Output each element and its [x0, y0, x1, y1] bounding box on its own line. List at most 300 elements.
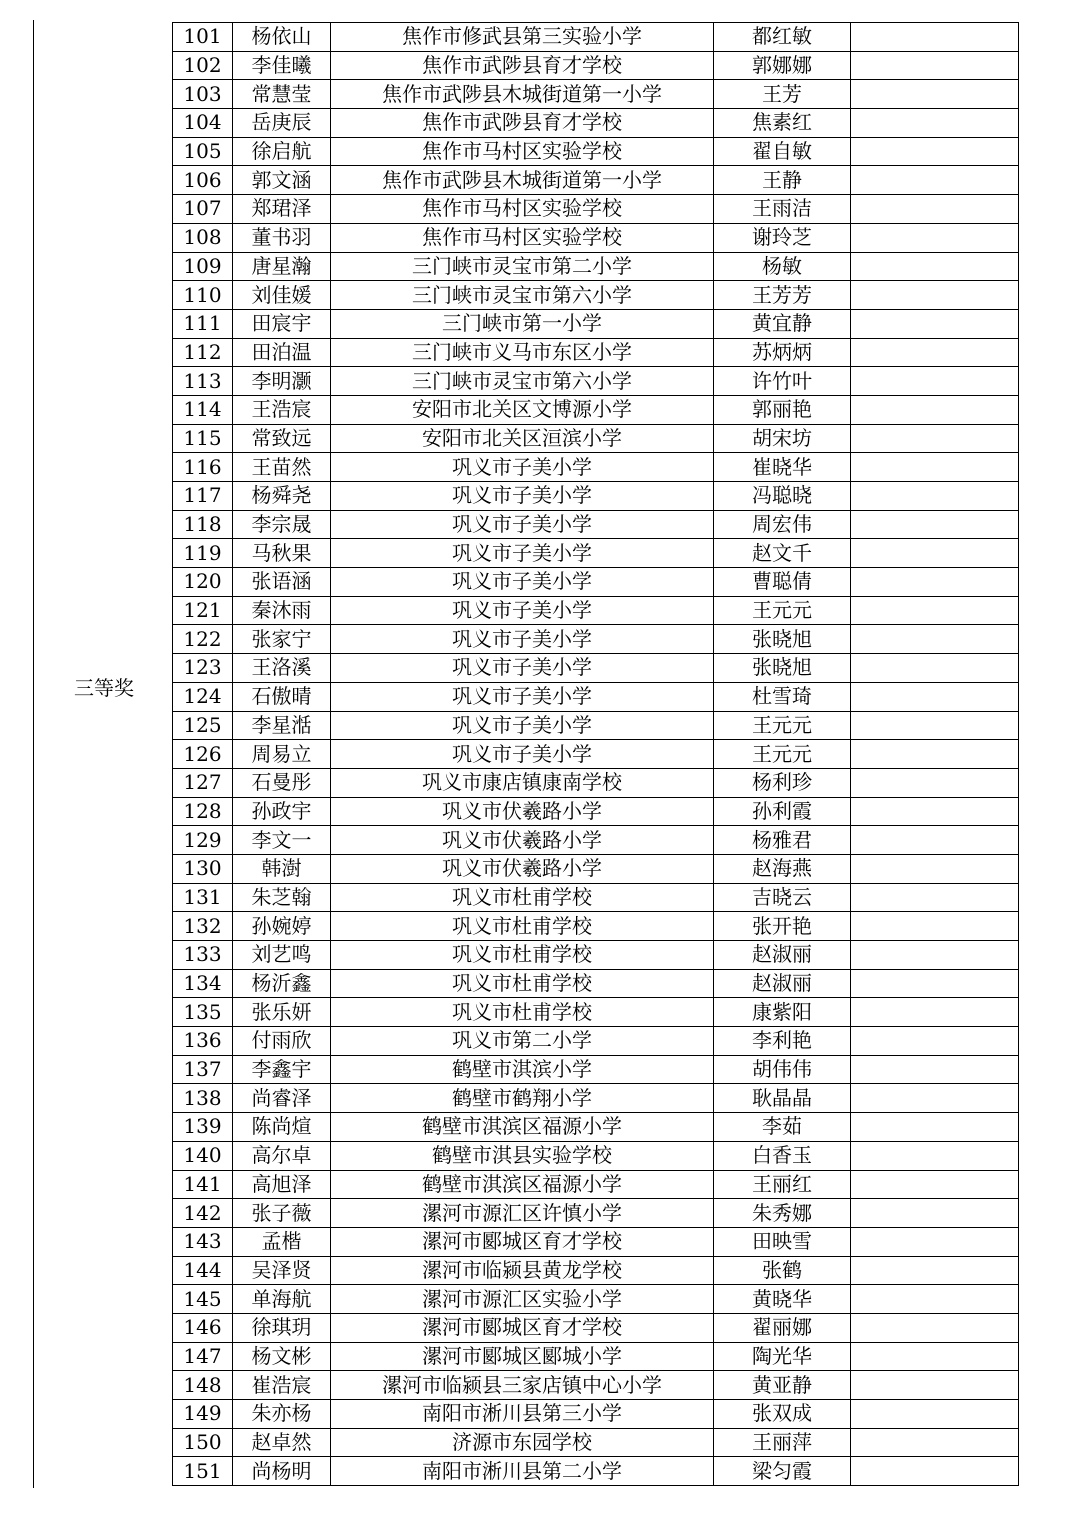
remark-cell [851, 740, 1019, 769]
row-number-cell: 149 [173, 1400, 233, 1429]
table-row [173, 596, 1019, 625]
table-row [173, 740, 1019, 769]
teacher-name-cell: 梁匀霞 [714, 1457, 851, 1486]
student-name-cell: 马秋果 [233, 539, 331, 568]
student-name-cell: 常致远 [233, 424, 331, 453]
remark-cell [851, 1227, 1019, 1256]
table-row [173, 1113, 1019, 1142]
school-cell: 巩义市杜甫学校 [331, 941, 714, 970]
row-number-cell: 125 [173, 711, 233, 740]
table-row [173, 654, 1019, 683]
row-number-cell: 102 [173, 51, 233, 80]
remark-cell [851, 510, 1019, 539]
student-name-cell: 田泊温 [233, 338, 331, 367]
school-cell: 焦作市武陟县育才学校 [331, 109, 714, 138]
row-number-cell: 101 [173, 23, 233, 52]
remark-cell [851, 367, 1019, 396]
table-row [173, 137, 1019, 166]
student-name-cell: 常慧莹 [233, 80, 331, 109]
school-cell: 鹤壁市淇滨区福源小学 [331, 1113, 714, 1142]
school-cell: 漯河市郾城区育才学校 [331, 1227, 714, 1256]
row-number-cell: 103 [173, 80, 233, 109]
student-name-cell: 王洛溪 [233, 654, 331, 683]
school-cell: 漯河市临颍县黄龙学校 [331, 1256, 714, 1285]
remark-cell [851, 711, 1019, 740]
student-name-cell: 石曼彤 [233, 768, 331, 797]
table-row [173, 1141, 1019, 1170]
school-cell: 漯河市临颍县三家店镇中心小学 [331, 1371, 714, 1400]
school-cell: 巩义市康店镇康南学校 [331, 768, 714, 797]
remark-cell [851, 281, 1019, 310]
table-row [173, 482, 1019, 511]
remark-cell [851, 1141, 1019, 1170]
row-number-cell: 148 [173, 1371, 233, 1400]
remark-cell [851, 1170, 1019, 1199]
row-number-cell: 127 [173, 768, 233, 797]
school-cell: 南阳市淅川县第三小学 [331, 1400, 714, 1429]
table-row [173, 539, 1019, 568]
school-cell: 巩义市子美小学 [331, 510, 714, 539]
teacher-name-cell: 杜雪琦 [714, 682, 851, 711]
student-name-cell: 郭文涵 [233, 166, 331, 195]
teacher-name-cell: 杨利珍 [714, 768, 851, 797]
teacher-name-cell: 王丽萍 [714, 1428, 851, 1457]
school-cell: 巩义市子美小学 [331, 711, 714, 740]
table-row [173, 424, 1019, 453]
student-name-cell: 付雨欣 [233, 1027, 331, 1056]
teacher-name-cell: 黄宜静 [714, 309, 851, 338]
remark-cell [851, 596, 1019, 625]
remark-cell [851, 539, 1019, 568]
table-row [173, 969, 1019, 998]
row-number-cell: 142 [173, 1199, 233, 1228]
school-cell: 济源市东园学校 [331, 1428, 714, 1457]
teacher-name-cell: 谢玲芝 [714, 223, 851, 252]
table-row [173, 1199, 1019, 1228]
row-number-cell: 150 [173, 1428, 233, 1457]
row-number-cell: 144 [173, 1256, 233, 1285]
row-number-cell: 143 [173, 1227, 233, 1256]
school-cell: 巩义市子美小学 [331, 568, 714, 597]
row-number-cell: 109 [173, 252, 233, 281]
table-row [173, 1400, 1019, 1429]
student-name-cell: 李明灏 [233, 367, 331, 396]
table-row [173, 1457, 1019, 1486]
teacher-name-cell: 郭丽艳 [714, 395, 851, 424]
student-name-cell: 陈尚煊 [233, 1113, 331, 1142]
student-name-cell: 董书羽 [233, 223, 331, 252]
student-name-cell: 张乐妍 [233, 998, 331, 1027]
school-cell: 漯河市源汇区许慎小学 [331, 1199, 714, 1228]
remark-cell [851, 1313, 1019, 1342]
school-cell: 巩义市杜甫学校 [331, 883, 714, 912]
remark-cell [851, 137, 1019, 166]
table-row [173, 768, 1019, 797]
school-cell: 巩义市子美小学 [331, 740, 714, 769]
teacher-name-cell: 张晓旭 [714, 625, 851, 654]
remark-cell [851, 109, 1019, 138]
table-row [173, 682, 1019, 711]
row-number-cell: 112 [173, 338, 233, 367]
remark-cell [851, 1457, 1019, 1486]
remark-cell [851, 625, 1019, 654]
table-row [173, 998, 1019, 1027]
row-number-cell: 123 [173, 654, 233, 683]
teacher-name-cell: 赵海燕 [714, 854, 851, 883]
teacher-name-cell: 崔晓华 [714, 453, 851, 482]
teacher-name-cell: 陶光华 [714, 1342, 851, 1371]
remark-cell [851, 166, 1019, 195]
teacher-name-cell: 王元元 [714, 740, 851, 769]
teacher-name-cell: 胡伟伟 [714, 1055, 851, 1084]
student-name-cell: 徐启航 [233, 137, 331, 166]
row-number-cell: 131 [173, 883, 233, 912]
teacher-name-cell: 朱秀娜 [714, 1199, 851, 1228]
row-number-cell: 140 [173, 1141, 233, 1170]
teacher-name-cell: 翟自敏 [714, 137, 851, 166]
row-number-cell: 115 [173, 424, 233, 453]
table-row [173, 166, 1019, 195]
student-name-cell: 李星湉 [233, 711, 331, 740]
table-row [173, 1256, 1019, 1285]
school-cell: 鹤壁市鹤翔小学 [331, 1084, 714, 1113]
row-number-cell: 110 [173, 281, 233, 310]
table-row [173, 338, 1019, 367]
row-number-cell: 138 [173, 1084, 233, 1113]
row-number-cell: 129 [173, 826, 233, 855]
row-number-cell: 135 [173, 998, 233, 1027]
school-cell: 巩义市杜甫学校 [331, 969, 714, 998]
teacher-name-cell: 杨敏 [714, 252, 851, 281]
remark-cell [851, 912, 1019, 941]
row-number-cell: 117 [173, 482, 233, 511]
school-cell: 安阳市北关区文博源小学 [331, 395, 714, 424]
teacher-name-cell: 李茹 [714, 1113, 851, 1142]
remark-cell [851, 1256, 1019, 1285]
student-name-cell: 秦沐雨 [233, 596, 331, 625]
row-number-cell: 105 [173, 137, 233, 166]
table-row [173, 568, 1019, 597]
student-name-cell: 朱芝翰 [233, 883, 331, 912]
teacher-name-cell: 赵淑丽 [714, 941, 851, 970]
school-cell: 三门峡市灵宝市第二小学 [331, 252, 714, 281]
remark-cell [851, 338, 1019, 367]
teacher-name-cell: 赵文千 [714, 539, 851, 568]
remark-cell [851, 453, 1019, 482]
award-level-column [33, 20, 174, 1488]
table-row [173, 1371, 1019, 1400]
row-number-cell: 122 [173, 625, 233, 654]
school-cell: 三门峡市第一小学 [331, 309, 714, 338]
teacher-name-cell: 都红敏 [714, 23, 851, 52]
remark-cell [851, 969, 1019, 998]
student-name-cell: 吴泽贤 [233, 1256, 331, 1285]
remark-cell [851, 941, 1019, 970]
remark-cell [851, 309, 1019, 338]
school-cell: 巩义市伏羲路小学 [331, 854, 714, 883]
student-name-cell: 杨沂鑫 [233, 969, 331, 998]
row-number-cell: 120 [173, 568, 233, 597]
remark-cell [851, 768, 1019, 797]
student-name-cell: 高旭泽 [233, 1170, 331, 1199]
table-row [173, 252, 1019, 281]
student-name-cell: 尚睿泽 [233, 1084, 331, 1113]
table-row [173, 1285, 1019, 1314]
table-row [173, 195, 1019, 224]
remark-cell [851, 854, 1019, 883]
student-name-cell: 田宸宇 [233, 309, 331, 338]
teacher-name-cell: 王静 [714, 166, 851, 195]
table-row [173, 711, 1019, 740]
teacher-name-cell: 胡宋坊 [714, 424, 851, 453]
table-row [173, 625, 1019, 654]
row-number-cell: 116 [173, 453, 233, 482]
award-level-label: 三等奖 [74, 676, 134, 700]
student-name-cell: 李鑫宇 [233, 1055, 331, 1084]
school-cell: 漯河市郾城区郾城小学 [331, 1342, 714, 1371]
row-number-cell: 134 [173, 969, 233, 998]
teacher-name-cell: 王芳 [714, 80, 851, 109]
table-row [173, 912, 1019, 941]
table-row [173, 1084, 1019, 1113]
school-cell: 巩义市子美小学 [331, 625, 714, 654]
teacher-name-cell: 赵淑丽 [714, 969, 851, 998]
remark-cell [851, 1084, 1019, 1113]
school-cell: 三门峡市灵宝市第六小学 [331, 367, 714, 396]
remark-cell [851, 195, 1019, 224]
student-name-cell: 张家宁 [233, 625, 331, 654]
table-row [173, 453, 1019, 482]
school-cell: 鹤壁市淇县实验学校 [331, 1141, 714, 1170]
table-row [173, 109, 1019, 138]
row-number-cell: 106 [173, 166, 233, 195]
school-cell: 焦作市马村区实验学校 [331, 137, 714, 166]
remark-cell [851, 797, 1019, 826]
remark-cell [851, 883, 1019, 912]
teacher-name-cell: 耿晶晶 [714, 1084, 851, 1113]
remark-cell [851, 826, 1019, 855]
student-name-cell: 崔浩宸 [233, 1371, 331, 1400]
student-name-cell: 孟楷 [233, 1227, 331, 1256]
table-row [173, 1227, 1019, 1256]
school-cell: 巩义市伏羲路小学 [331, 826, 714, 855]
school-cell: 焦作市马村区实验学校 [331, 223, 714, 252]
remark-cell [851, 654, 1019, 683]
remark-cell [851, 51, 1019, 80]
remark-cell [851, 1199, 1019, 1228]
student-name-cell: 王浩宸 [233, 395, 331, 424]
student-name-cell: 李文一 [233, 826, 331, 855]
teacher-name-cell: 翟丽娜 [714, 1313, 851, 1342]
table-row [173, 854, 1019, 883]
row-number-cell: 108 [173, 223, 233, 252]
student-name-cell: 杨文彬 [233, 1342, 331, 1371]
student-name-cell: 徐琪玥 [233, 1313, 331, 1342]
teacher-name-cell: 黄晓华 [714, 1285, 851, 1314]
remark-cell [851, 424, 1019, 453]
school-cell: 巩义市杜甫学校 [331, 912, 714, 941]
teacher-name-cell: 白香玉 [714, 1141, 851, 1170]
table-row [173, 1313, 1019, 1342]
table-row [173, 510, 1019, 539]
row-number-cell: 139 [173, 1113, 233, 1142]
table-row [173, 223, 1019, 252]
remark-cell [851, 80, 1019, 109]
student-name-cell: 杨依山 [233, 23, 331, 52]
remark-cell [851, 23, 1019, 52]
teacher-name-cell: 张双成 [714, 1400, 851, 1429]
student-name-cell: 唐星瀚 [233, 252, 331, 281]
remark-cell [851, 568, 1019, 597]
school-cell: 巩义市子美小学 [331, 596, 714, 625]
table-row [173, 941, 1019, 970]
student-name-cell: 赵卓然 [233, 1428, 331, 1457]
row-number-cell: 147 [173, 1342, 233, 1371]
row-number-cell: 136 [173, 1027, 233, 1056]
remark-cell [851, 1113, 1019, 1142]
table-row [173, 826, 1019, 855]
remark-cell [851, 1428, 1019, 1457]
teacher-name-cell: 黄亚静 [714, 1371, 851, 1400]
row-number-cell: 151 [173, 1457, 233, 1486]
school-cell: 焦作市武陟县木城街道第一小学 [331, 80, 714, 109]
student-name-cell: 李宗晟 [233, 510, 331, 539]
remark-cell [851, 1285, 1019, 1314]
school-cell: 安阳市北关区洹滨小学 [331, 424, 714, 453]
row-number-cell: 121 [173, 596, 233, 625]
student-name-cell: 韩澍 [233, 854, 331, 883]
teacher-name-cell: 张开艳 [714, 912, 851, 941]
remark-cell [851, 1027, 1019, 1056]
student-name-cell: 郑珺泽 [233, 195, 331, 224]
student-name-cell: 周易立 [233, 740, 331, 769]
teacher-name-cell: 田映雪 [714, 1227, 851, 1256]
student-name-cell: 朱亦杨 [233, 1400, 331, 1429]
table-row [173, 367, 1019, 396]
school-cell: 巩义市子美小学 [331, 682, 714, 711]
roster-body [173, 23, 1019, 1486]
row-number-cell: 137 [173, 1055, 233, 1084]
remark-cell [851, 1055, 1019, 1084]
student-name-cell: 张语涵 [233, 568, 331, 597]
student-name-cell: 孙婉婷 [233, 912, 331, 941]
school-cell: 焦作市修武县第三实验小学 [331, 23, 714, 52]
student-name-cell: 杨舜尧 [233, 482, 331, 511]
student-name-cell: 尚杨明 [233, 1457, 331, 1486]
student-name-cell: 刘艺鸣 [233, 941, 331, 970]
student-name-cell: 王苗然 [233, 453, 331, 482]
teacher-name-cell: 孙利霞 [714, 797, 851, 826]
school-cell: 巩义市杜甫学校 [331, 998, 714, 1027]
row-number-cell: 146 [173, 1313, 233, 1342]
remark-cell [851, 252, 1019, 281]
student-name-cell: 李佳曦 [233, 51, 331, 80]
school-cell: 焦作市武陟县木城街道第一小学 [331, 166, 714, 195]
teacher-name-cell: 周宏伟 [714, 510, 851, 539]
teacher-name-cell: 王元元 [714, 711, 851, 740]
teacher-name-cell: 许竹叶 [714, 367, 851, 396]
student-name-cell: 石傲晴 [233, 682, 331, 711]
row-number-cell: 111 [173, 309, 233, 338]
row-number-cell: 124 [173, 682, 233, 711]
teacher-name-cell: 王丽红 [714, 1170, 851, 1199]
teacher-name-cell: 张鹤 [714, 1256, 851, 1285]
remark-cell [851, 682, 1019, 711]
school-cell: 漯河市源汇区实验小学 [331, 1285, 714, 1314]
teacher-name-cell: 焦素红 [714, 109, 851, 138]
student-name-cell: 孙政宇 [233, 797, 331, 826]
school-cell: 巩义市伏羲路小学 [331, 797, 714, 826]
row-number-cell: 126 [173, 740, 233, 769]
row-number-cell: 145 [173, 1285, 233, 1314]
school-cell: 巩义市子美小学 [331, 654, 714, 683]
remark-cell [851, 482, 1019, 511]
table-row [173, 1027, 1019, 1056]
table-row [173, 1055, 1019, 1084]
student-name-cell: 刘佳媛 [233, 281, 331, 310]
student-name-cell: 张子薇 [233, 1199, 331, 1228]
table-row [173, 1342, 1019, 1371]
teacher-name-cell: 杨雅君 [714, 826, 851, 855]
school-cell: 巩义市子美小学 [331, 539, 714, 568]
table-row [173, 281, 1019, 310]
table-row [173, 797, 1019, 826]
student-name-cell: 高尔卓 [233, 1141, 331, 1170]
school-cell: 三门峡市义马市东区小学 [331, 338, 714, 367]
row-number-cell: 104 [173, 109, 233, 138]
teacher-name-cell: 王元元 [714, 596, 851, 625]
row-number-cell: 114 [173, 395, 233, 424]
teacher-name-cell: 吉晓云 [714, 883, 851, 912]
table-row [173, 1428, 1019, 1457]
teacher-name-cell: 苏炳炳 [714, 338, 851, 367]
table-row [173, 395, 1019, 424]
teacher-name-cell: 郭娜娜 [714, 51, 851, 80]
remark-cell [851, 395, 1019, 424]
row-number-cell: 133 [173, 941, 233, 970]
row-number-cell: 119 [173, 539, 233, 568]
row-number-cell: 128 [173, 797, 233, 826]
remark-cell [851, 223, 1019, 252]
remark-cell [851, 1342, 1019, 1371]
row-number-cell: 132 [173, 912, 233, 941]
table-row [173, 1170, 1019, 1199]
teacher-name-cell: 曹聪倩 [714, 568, 851, 597]
school-cell: 焦作市马村区实验学校 [331, 195, 714, 224]
table-row [173, 309, 1019, 338]
school-cell: 三门峡市灵宝市第六小学 [331, 281, 714, 310]
school-cell: 巩义市子美小学 [331, 453, 714, 482]
teacher-name-cell: 王芳芳 [714, 281, 851, 310]
school-cell: 焦作市武陟县育才学校 [331, 51, 714, 80]
school-cell: 巩义市第二小学 [331, 1027, 714, 1056]
row-number-cell: 118 [173, 510, 233, 539]
school-cell: 巩义市子美小学 [331, 482, 714, 511]
row-number-cell: 113 [173, 367, 233, 396]
remark-cell [851, 1400, 1019, 1429]
table-row [173, 23, 1019, 52]
row-number-cell: 107 [173, 195, 233, 224]
school-cell: 南阳市淅川县第二小学 [331, 1457, 714, 1486]
teacher-name-cell: 李利艳 [714, 1027, 851, 1056]
teacher-name-cell: 康紫阳 [714, 998, 851, 1027]
table-row [173, 51, 1019, 80]
student-name-cell: 单海航 [233, 1285, 331, 1314]
student-name-cell: 岳庚辰 [233, 109, 331, 138]
table-row [173, 80, 1019, 109]
row-number-cell: 130 [173, 854, 233, 883]
row-number-cell: 141 [173, 1170, 233, 1199]
